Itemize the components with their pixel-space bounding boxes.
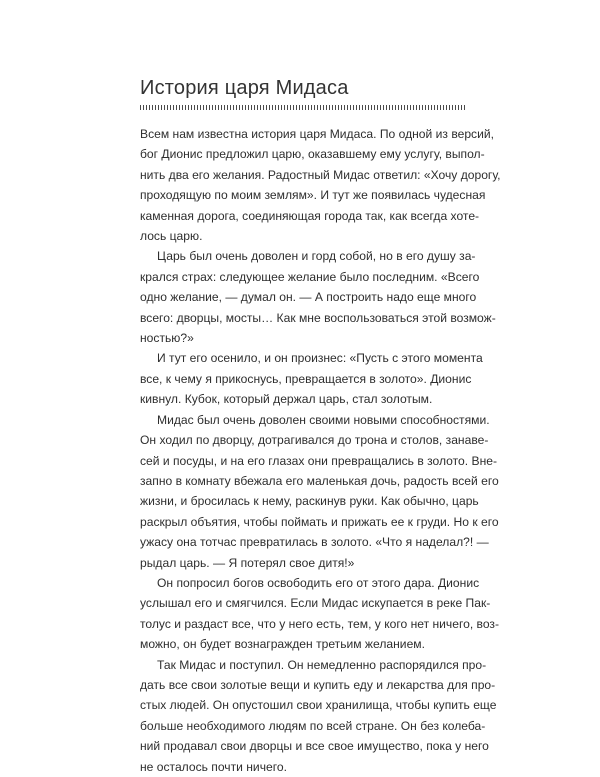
paragraph-3 bbox=[140, 348, 483, 409]
text-line: Всем нам известна история царя Мидаса. По одной из версий, bbox=[140, 127, 494, 141]
text-line: кивнул. Кубок, который держал царь, стал золотым. bbox=[140, 392, 433, 407]
paragraph-1 bbox=[140, 124, 501, 246]
title-divider bbox=[140, 105, 466, 110]
text-line: всего: дворцы, мосты… Как мне воспользоваться этой возмож- bbox=[140, 310, 496, 325]
text-line: жизни, и бросилась к нему, раскинув руки. Как обычно, царь bbox=[140, 494, 479, 509]
body-text bbox=[140, 124, 501, 777]
text-line: запно в комнату вбежала его маленькая дочь, радость всей его bbox=[140, 473, 499, 488]
text-line: проходящую по моим землям». И тут же появилась чудесная bbox=[140, 188, 486, 203]
text-line: одно желание, — думал он. — А построить надо еще много bbox=[140, 290, 477, 305]
paragraph-4 bbox=[140, 410, 499, 573]
paragraph-5 bbox=[140, 573, 499, 655]
paragraph-2 bbox=[140, 246, 496, 348]
text-line: раскрыл объятия, чтобы поймать и прижать ее к груди. Но к его bbox=[140, 514, 499, 529]
text-line: И тут его осенило, и он произнес: «Пусть с этого момента bbox=[157, 351, 483, 366]
text-line: рыдал царь. — Я потерял свое дитя!» bbox=[140, 555, 355, 570]
text-line: стых людей. Он опустошил свои хранилища, чтобы купить еще bbox=[140, 698, 497, 713]
text-line: не осталось почти ничего. bbox=[140, 759, 287, 774]
text-line: нить два его желания. Радостный Мидас ответил: «Хочу дорогу, bbox=[140, 167, 501, 182]
text-line: Царь был очень доволен и горд собой, но в его душу за- bbox=[157, 249, 476, 264]
chapter-title: История царя Мидаса bbox=[140, 77, 349, 99]
text-line: крался страх: следующее желание было последним. «Всего bbox=[140, 269, 480, 284]
text-line: все, к чему я прикоснусь, превращается в золото». Дионис bbox=[140, 371, 472, 386]
text-line: лось царю. bbox=[140, 229, 203, 244]
text-line: ужасу она тотчас превратилась в золото. «Что я наделал?! — bbox=[140, 535, 489, 550]
text-line: Он попросил богов освободить его от этого дара. Дионис bbox=[157, 575, 480, 590]
text-line: сей и посуды, и на его глазах они превращались в золото. Вне- bbox=[140, 453, 497, 468]
text-line: каменная дорога, соединяющая города так, как всегда хоте- bbox=[140, 208, 480, 223]
text-line: толус и раздаст все, что у него есть, тем, у кого нет ничего, воз- bbox=[140, 616, 499, 631]
text-line: услышал его и смягчился. Если Мидас искупается в реке Пак- bbox=[140, 596, 491, 611]
text-line: Мидас был очень доволен своими новыми способностями. bbox=[157, 412, 490, 427]
text-line: ний продавал свои дворцы и все свое имущество, пока у него bbox=[140, 739, 489, 754]
text-line: ностью?» bbox=[140, 331, 194, 346]
text-line: Он ходил по дворцу, дотрагивался до трона и столов, занаве- bbox=[140, 433, 489, 448]
text-line: можно, он будет вознагражден третьим желанием. bbox=[140, 637, 425, 652]
text-line: бог Дионис предложил царю, оказавшему ему услугу, выпол- bbox=[140, 147, 485, 162]
text-line: дать все свои золотые вещи и купить еду и лекарства для про- bbox=[140, 677, 496, 692]
text-line: Так Мидас и поступил. Он немедленно распорядился про- bbox=[157, 657, 487, 672]
text-line: больше необходимого людям по всей стране. Он без колеба- bbox=[140, 718, 486, 733]
paragraph-6 bbox=[140, 655, 497, 777]
